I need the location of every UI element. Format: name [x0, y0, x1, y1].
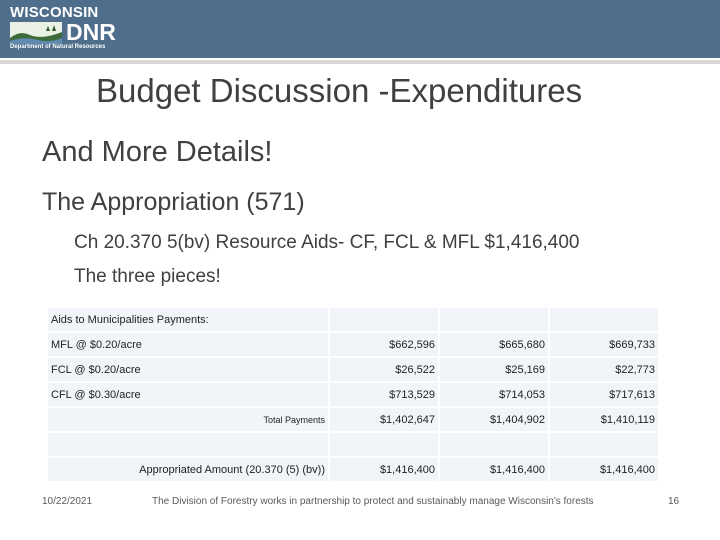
table-cell: $662,596 — [330, 333, 438, 356]
table-header-row — [48, 308, 658, 331]
table-cell: $669,733 — [550, 333, 658, 356]
table-header-label: Aids to Municipalities Payments: — [48, 308, 328, 331]
table-cell — [48, 433, 328, 456]
footer-date: 10/22/2021 — [42, 496, 93, 507]
total-highlighted-cell: $1,402,647 — [330, 408, 438, 431]
table-cell: $1,416,400 — [440, 458, 548, 481]
table-cell: $1,416,400 — [330, 458, 438, 481]
table-cell: $26,522 — [330, 358, 438, 381]
row-label: FCL @ $0.20/acre — [48, 358, 328, 381]
table-cell: $665,680 — [440, 333, 548, 356]
table-row-fcl — [48, 358, 658, 381]
table-cell — [440, 433, 548, 456]
row-label: MFL @ $0.20/acre — [48, 333, 328, 356]
table-row-cfl — [48, 383, 658, 406]
slide-title: Budget Discussion -Expenditures — [96, 72, 583, 109]
table-cell — [330, 308, 438, 331]
heading-appropriation: The Appropriation (571) — [42, 188, 305, 216]
table-cell: $1,416,400 — [550, 458, 658, 481]
table-cell: $25,169 — [440, 358, 548, 381]
heading-more-details: And More Details! — [42, 136, 273, 168]
table-row-appropriated — [48, 458, 658, 481]
logo-dnr-text: DNR — [66, 19, 116, 45]
table-cell: $717,613 — [550, 383, 658, 406]
header-divider — [0, 60, 720, 64]
footer-tagline: The Division of Forestry works in partnership to protect and sustainably manage Wisconsin's forests — [152, 496, 594, 507]
logo-wisconsin-text: WISCONSIN — [10, 4, 99, 21]
table-cell — [550, 308, 658, 331]
table-cell — [550, 433, 658, 456]
table-cell: $1,410,119 — [550, 408, 658, 431]
payments-table — [46, 306, 660, 483]
header-bar — [0, 0, 720, 58]
total-label: Total Payments — [48, 408, 328, 431]
page-number: 16 — [668, 496, 680, 507]
appropriated-label: Appropriated Amount (20.370 (5) (bv)) — [48, 458, 328, 481]
bullet-resource-aids: Ch 20.370 5(bv) Resource Aids- CF, FCL & MFL $1,416,400 — [74, 232, 580, 253]
table-cell — [330, 433, 438, 456]
row-label: CFL @ $0.30/acre — [48, 383, 328, 406]
table-cell: $1,404,902 — [440, 408, 548, 431]
table-cell: $22,773 — [550, 358, 658, 381]
table-row-empty — [48, 433, 658, 456]
wisconsin-dnr-logo — [6, 2, 114, 54]
logo-subtitle: Department of Natural Resources — [10, 44, 106, 50]
table-cell: $714,053 — [440, 383, 548, 406]
table-row-mfl — [48, 333, 658, 356]
table-row-total — [48, 408, 658, 431]
bullet-three-pieces: The three pieces! — [74, 266, 221, 287]
table-cell — [440, 308, 548, 331]
table-cell: $713,529 — [330, 383, 438, 406]
landscape-icon — [10, 22, 62, 44]
